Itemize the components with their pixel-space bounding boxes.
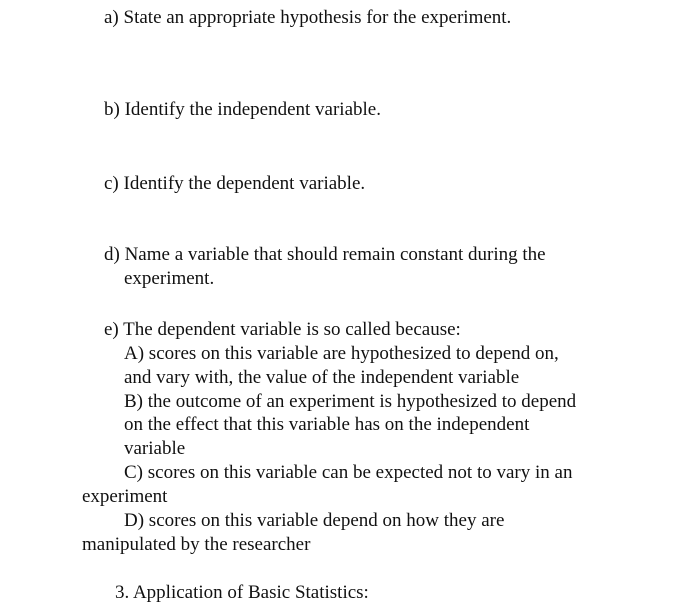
option-c-line-1: C) scores on this variable can be expected not to vary in an xyxy=(124,462,573,483)
option-d-line-1: D) scores on this variable depend on how they are xyxy=(124,510,505,531)
option-a-line-1: A) scores on this variable are hypothesized to depend on, xyxy=(124,343,559,364)
question-d-line-1: d) Name a variable that should remain constant during the xyxy=(104,244,546,265)
option-c-line-2: experiment xyxy=(82,486,168,507)
option-d-line-2: manipulated by the researcher xyxy=(82,534,311,555)
question-a: a) State an appropriate hypothesis for the experiment. xyxy=(104,7,512,28)
question-e-stem: e) The dependent variable is so called because: xyxy=(104,319,461,340)
option-b-line-2: on the effect that this variable has on the independent xyxy=(124,414,530,435)
question-b: b) Identify the independent variable. xyxy=(104,99,381,120)
section-heading: 3. Application of Basic Statistics: xyxy=(115,582,369,603)
option-b-line-3: variable xyxy=(124,438,186,459)
option-b-line-1: B) the outcome of an experiment is hypothesized to depend xyxy=(124,391,577,412)
question-c: c) Identify the dependent variable. xyxy=(104,173,366,194)
option-a-line-2: and vary with, the value of the independent variable xyxy=(124,367,520,388)
question-d-line-2: experiment. xyxy=(124,268,215,289)
